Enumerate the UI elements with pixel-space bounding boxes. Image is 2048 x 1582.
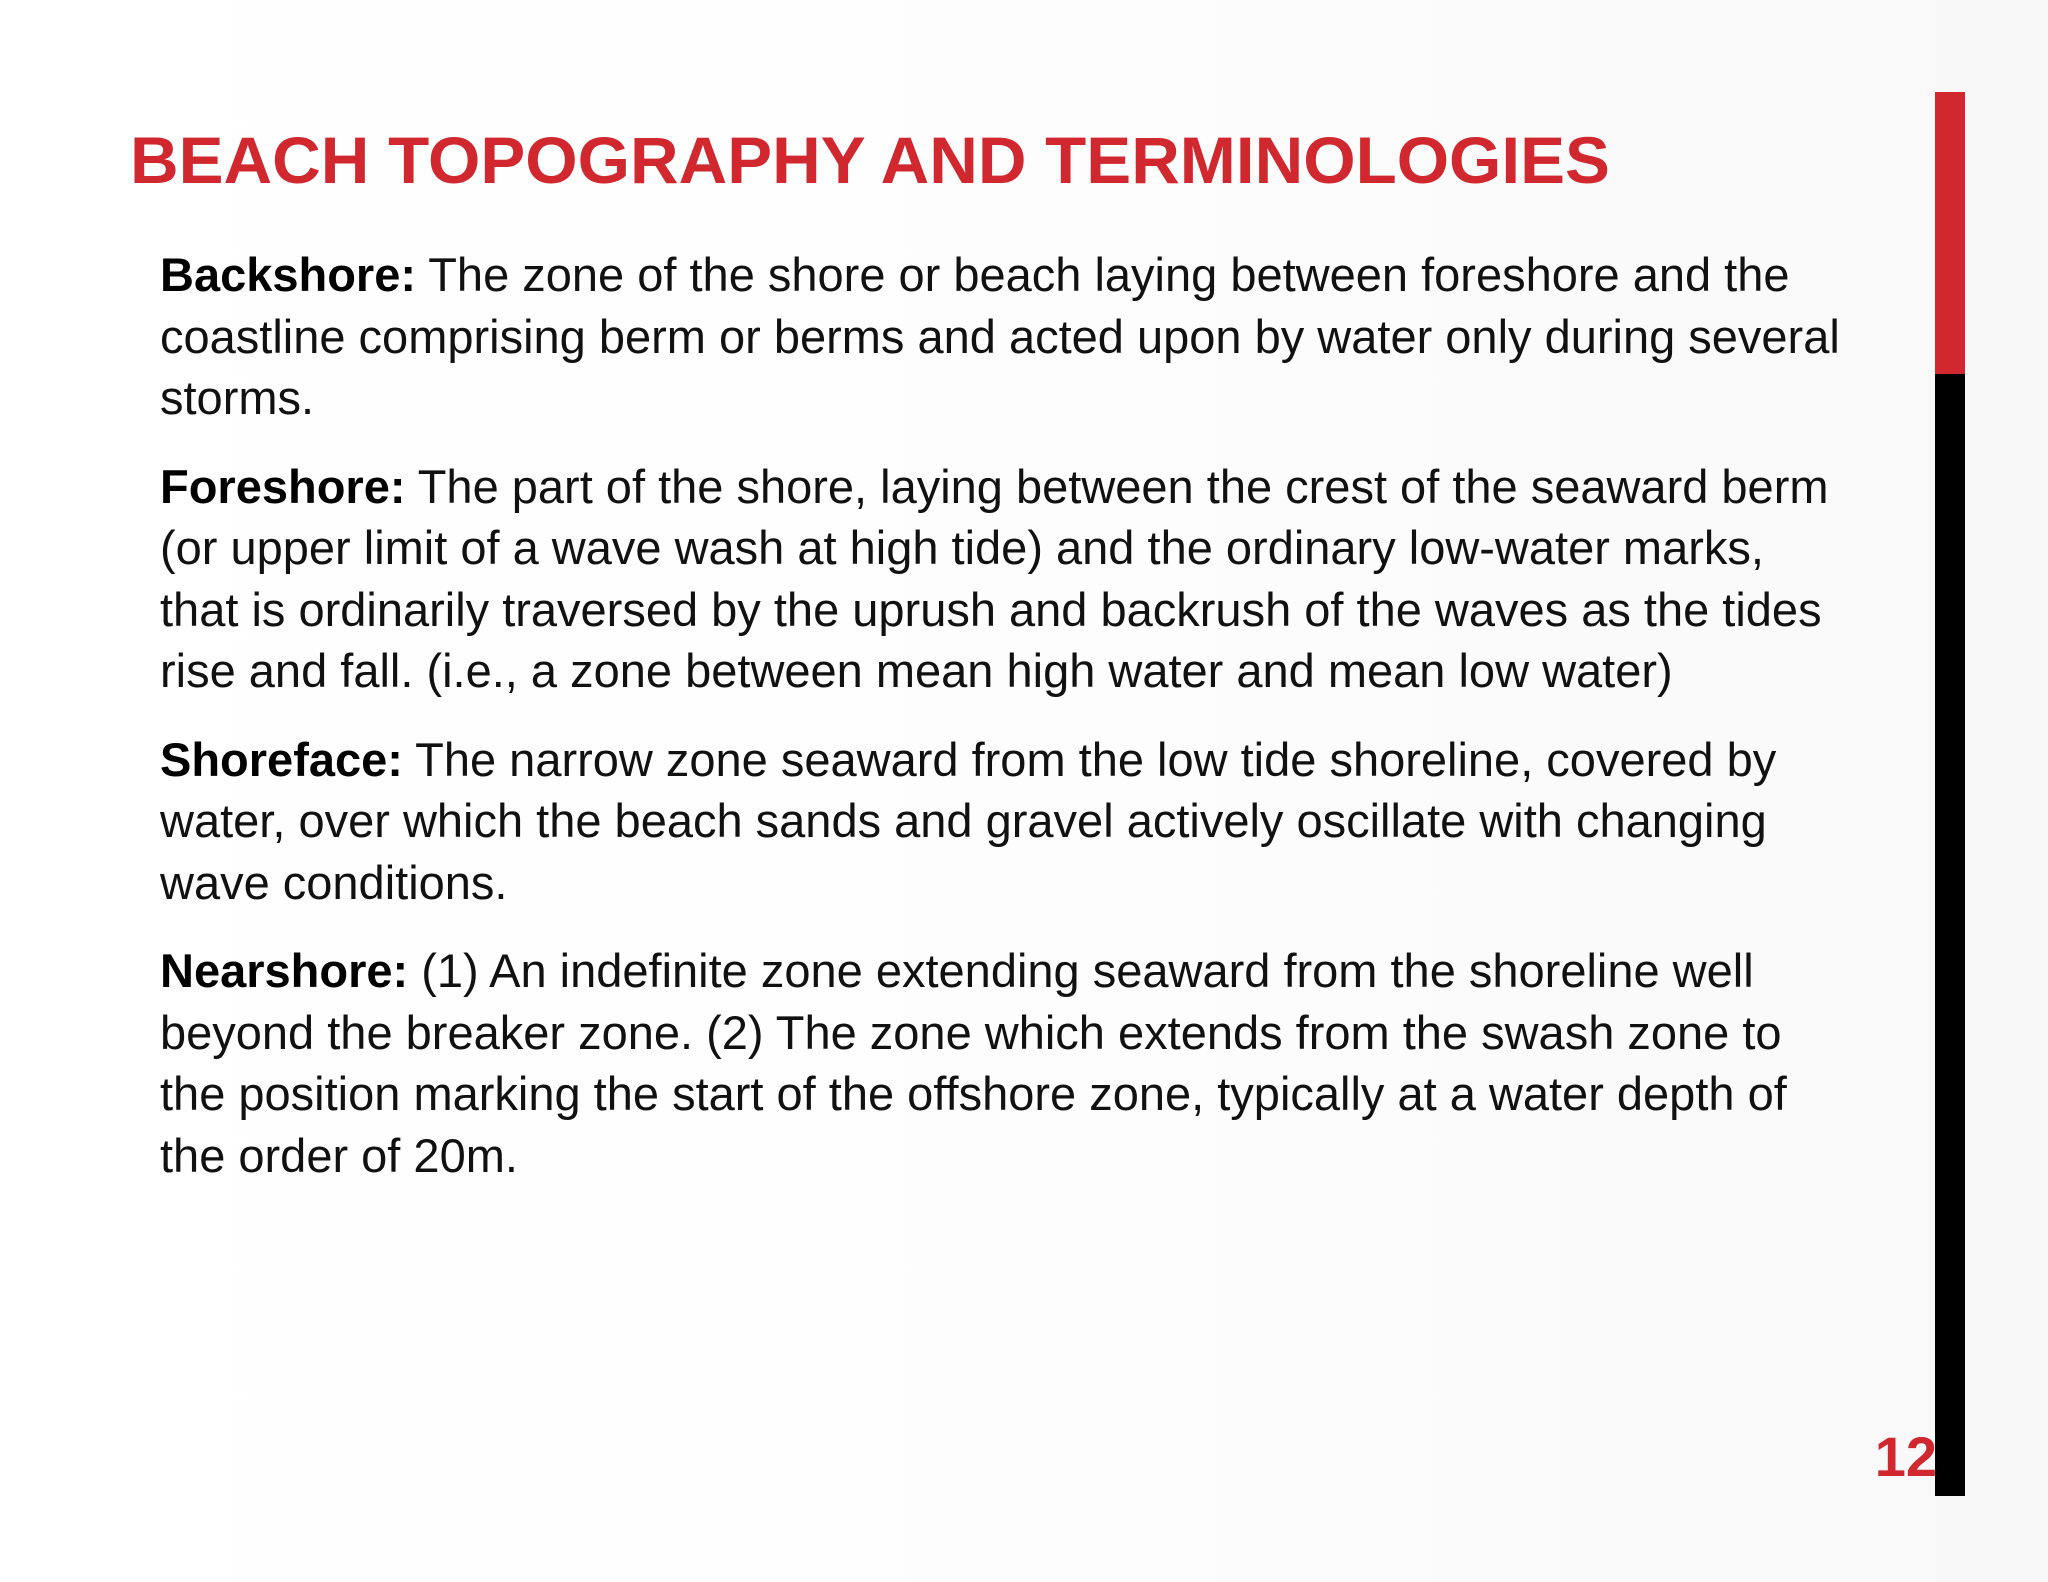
term-shoreface (160, 729, 1840, 914)
slide-title: BEACH TOPOGRAPHY AND TERMINOLOGIES (130, 123, 1610, 197)
term-nearshore (160, 940, 1840, 1186)
term-definition: The narrow zone seaward from the low tide shoreline, covered by water, over which the beach sands and gravel actively oscillate with changing wave conditions. (160, 732, 1777, 909)
term-label: Shoreface: (160, 732, 403, 786)
term-label: Foreshore: (160, 459, 406, 513)
term-definition: (1) An indefinite zone extending seaward from the shoreline well beyond the breaker zone. (2) The zone which extends from the swash zone to the position marking the start of the offshore zone, typically at a water depth of the order of 20m. (160, 944, 1787, 1182)
terms-list (160, 244, 1840, 1213)
term-label: Backshore: (160, 248, 416, 301)
term-foreshore (160, 456, 1840, 702)
term-label: Nearshore: (160, 944, 409, 997)
accent-bar-black (1935, 374, 1965, 1496)
accent-bar-red (1935, 92, 1965, 374)
page-number: 12 (1874, 1425, 1937, 1488)
term-definition: The part of the shore, laying between the crest of the seaward berm (or upper limit of a wave wash at high tide) and the ordinary low-water marks, that is ordinarily traversed by the uprush and backrush of the waves as the tides rise and fall. (i.e., a zone between mean high water and mean low water) (160, 459, 1829, 697)
term-definition: The zone of the shore or beach laying between foreshore and the coastline comprising berm or berms and acted upon by water only during several storms. (160, 248, 1840, 424)
term-backshore (160, 244, 1840, 429)
